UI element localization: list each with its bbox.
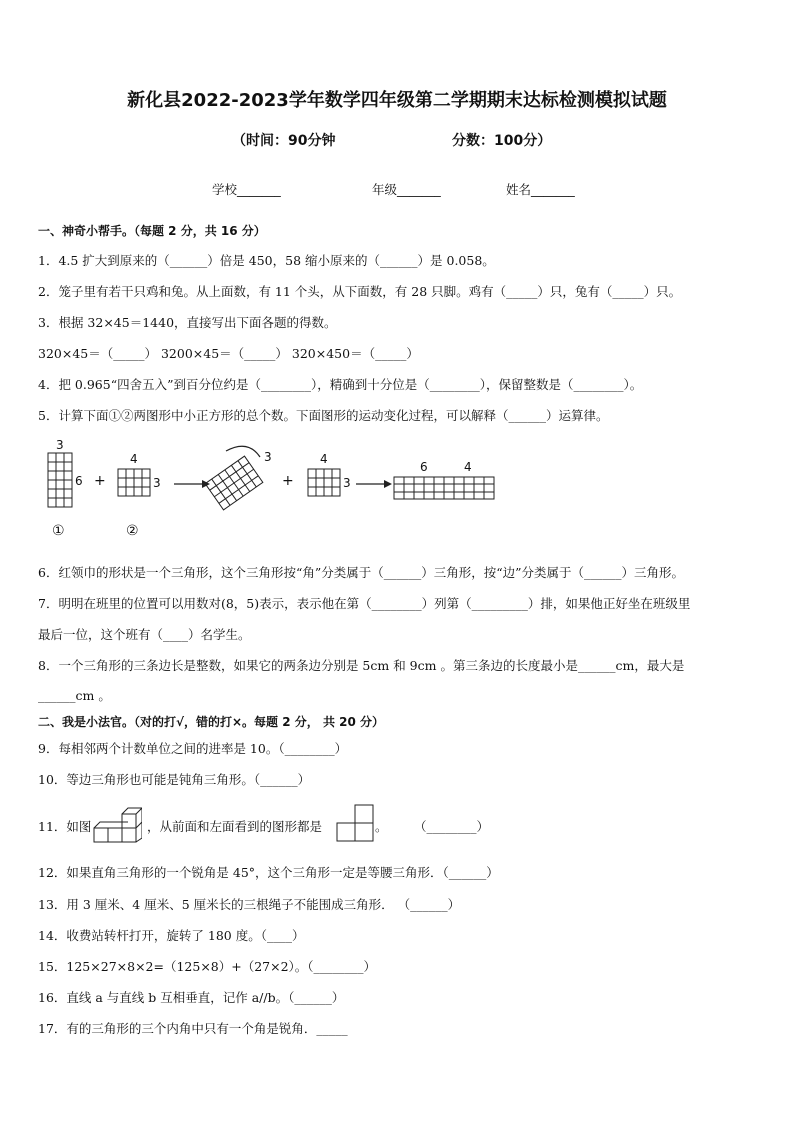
cube-stack-figure — [92, 800, 142, 848]
rotated-grid-number: 3 — [264, 450, 272, 464]
question-3-items: 320×45＝（_____） 3200×45＝（_____） 320×450＝（_____） — [38, 346, 419, 361]
grid-figure-2 — [118, 469, 150, 496]
question-13: 13．用 3 厘米、4 厘米、5 厘米长的三根绳子不能围成三角形． （______） — [38, 897, 461, 912]
exam-time: （时间：90分钟 — [232, 133, 336, 149]
exam-score: 分数：100分） — [452, 133, 552, 149]
question-11-blank: （________） — [414, 819, 490, 834]
question-5-figure — [38, 437, 528, 541]
question-7: 7．明明在班里的位置可以用数对(8，5)表示，表示他在第（________）列第（_________）排，如果他正好坐在班级里 — [38, 596, 691, 611]
question-9: 9．每相邻两个计数单位之间的进率是 10。（________） — [38, 741, 348, 756]
section-1-header: 一、神奇小帮手。（每题 2 分，共 16 分） — [38, 224, 266, 238]
question-6: 6．红领巾的形状是一个三角形，这个三角形按“角”分类属于（______）三角形，按“边”分类属于（______）三角形。 — [38, 565, 685, 580]
figure-2-side-number: 3 — [153, 476, 161, 490]
question-10: 10．等边三角形也可能是钝角三角形。（______） — [38, 772, 311, 787]
question-3: 3．根据 32×45＝1440，直接写出下面各题的得数。 — [38, 315, 337, 330]
rotated-grid — [205, 456, 263, 510]
combined-grid-left-number: 6 — [420, 460, 428, 474]
figure-3-top-number: 4 — [320, 452, 328, 466]
question-2: 2．笼子里有若干只鸡和兔。从上面数，有 11 个头，从下面数，有 28 只脚。鸡有（_____）只，兔有（_____）只。 — [38, 284, 682, 299]
question-11-prefix: 11．如图 — [38, 819, 92, 834]
plus-sign-2: + — [282, 473, 294, 489]
figure-2-label: ② — [126, 523, 139, 539]
question-14: 14．收费站转杆打开，旋转了 180 度。（____） — [38, 928, 305, 943]
figure-2-top-number: 4 — [130, 452, 138, 466]
question-15: 15．125×27×8×2=（125×8）+（27×2）。（________） — [38, 959, 377, 974]
question-1: 1．4.5 扩大到原来的（______）倍是 450，58 缩小原来的（______）是 0.058。 — [38, 253, 495, 268]
figure-3-side-number: 3 — [343, 476, 351, 490]
name-field: 姓名_______ — [506, 182, 575, 197]
plus-sign-1: + — [94, 473, 106, 489]
grade-field: 年级_______ — [372, 182, 441, 197]
figure-1-top-number: 3 — [56, 438, 64, 452]
combined-grid-right-number: 4 — [464, 460, 472, 474]
view-shape-figure — [334, 803, 376, 845]
question-12: 12．如果直角三角形的一个锐角是 45°，这个三角形一定是等腰三角形．（______） — [38, 865, 499, 880]
question-8-cont: ______cm 。 — [38, 688, 111, 703]
question-4: 4．把 0.965“四舍五入”到百分位约是（________），精确到十分位是（________），保留整数是（________）。 — [38, 377, 643, 392]
section-2-header: 二、我是小法官。（对的打√，错的打×。每题 2 分， 共 20 分） — [38, 715, 384, 729]
question-7-cont: 最后一位，这个班有（____）名学生。 — [38, 627, 251, 642]
school-field: 学校_______ — [212, 182, 281, 197]
question-11-suffix: 。 — [375, 819, 388, 834]
exam-title: 新化县2022-2023学年数学四年级第二学期期末达标检测模拟试题 — [127, 90, 667, 111]
question-11-middle: ，从前面和左面看到的图形都是 — [147, 819, 323, 834]
figure-1-side-number: 6 — [75, 474, 83, 488]
grid-figure-1 — [48, 453, 72, 507]
question-8: 8．一个三角形的三条边长是整数，如果它的两条边分别是 5cm 和 9cm 。第三条边的长度最小是______cm，最大是 — [38, 658, 685, 673]
combined-grid — [394, 477, 494, 499]
grid-figure-3 — [308, 469, 340, 496]
question-5: 5．计算下面①②两图形中小正方形的总个数。下面图形的运动变化过程，可以解释（______）运算律。 — [38, 408, 609, 423]
figure-1-label: ① — [52, 523, 65, 539]
question-16: 16．直线 a 与直线 b 互相垂直，记作 a//b。（______） — [38, 990, 345, 1005]
question-17: 17．有的三角形的三个内角中只有一个角是锐角．_____ — [38, 1021, 348, 1036]
